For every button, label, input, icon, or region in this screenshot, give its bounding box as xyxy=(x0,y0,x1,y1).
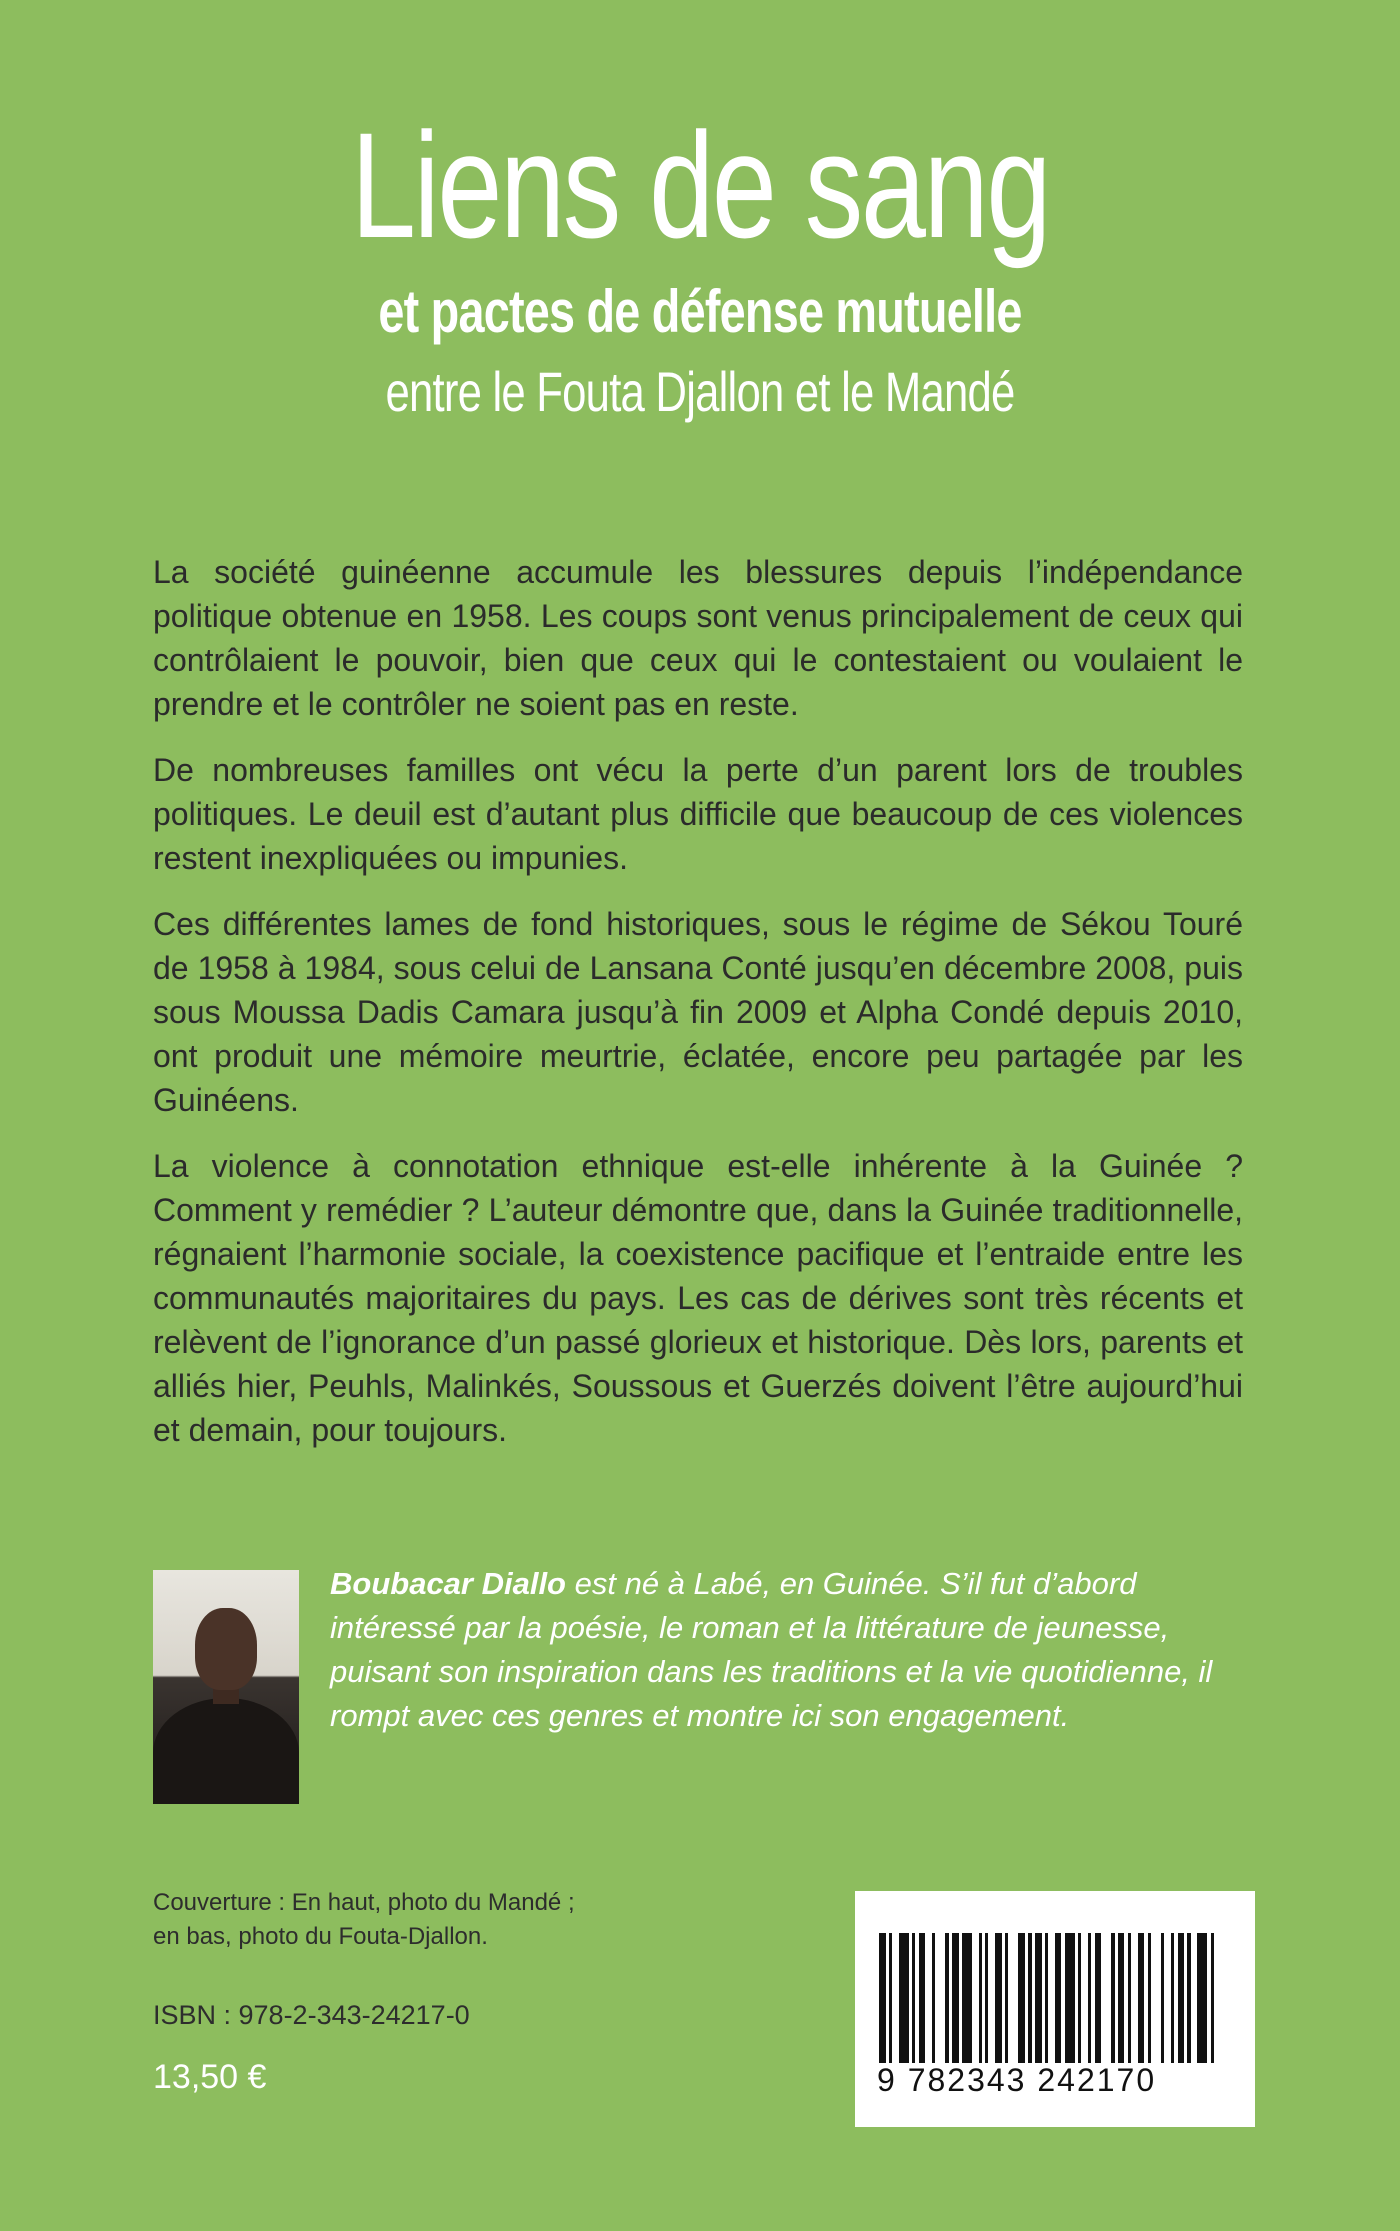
barcode-bar xyxy=(1055,1933,1062,2063)
barcode-bar xyxy=(1018,1933,1025,2063)
barcode-bar xyxy=(988,1933,995,2063)
barcode-bar xyxy=(962,1933,972,2063)
summary-paragraph-4: La violence à connotation ethnique est-elle inhérente à la Guinée ? Comment y remédier ? L’auteur démontre que, dans la Guinée traditionnelle, régnaient l’harmonie sociale, la coexistence pacifique et l’entraide entre les communautés majoritaires du pays. Les cas de dérives sont très récents et relèvent de l’ignorance d’un passé glorieux et historique. Dès lors, parents et alliés hier, Peuhls, Malinkés, Soussous et Guerzés doivent l’être aujourd’hui et demain, pour toujours. xyxy=(153,1148,1243,1448)
barcode-bar xyxy=(935,1933,945,2063)
barcode-bar xyxy=(1048,1933,1055,2063)
barcode-bar xyxy=(1008,1933,1018,2063)
isbn: ISBN : 978-2-343-24217-0 xyxy=(153,2000,470,2030)
summary-paragraph-3: Ces différentes lames de fond historiques, sous le régime de Sékou Touré de 1958 à 1984, sous celui de Lansana Conté jusqu’en décembre 2008, puis sous Moussa Dadis Camara jusqu’à fin 2009 et Alpha Condé depuis 2010, ont produit une mémoire meurtrie, éclatée, encore peu partagée par les Guinéens. xyxy=(153,906,1243,1118)
barcode-bar xyxy=(972,1933,979,2063)
author-photo xyxy=(153,1570,299,1804)
barcode xyxy=(855,1891,1255,2127)
barcode-bar xyxy=(995,1933,1002,2063)
barcode-bar xyxy=(1095,1933,1102,2063)
barcode-bar xyxy=(1118,1933,1125,2063)
book-subtitle: et pactes de défense mutuelle xyxy=(378,278,1022,345)
barcode-bar xyxy=(1101,1933,1111,2063)
author-photo-shoulders xyxy=(153,1698,299,1804)
barcode-bar xyxy=(892,1933,899,2063)
barcode-bar xyxy=(1214,1933,1221,2063)
barcode-bar xyxy=(1191,1933,1198,2063)
barcode-bar xyxy=(925,1933,932,2063)
author-name: Boubacar Diallo xyxy=(330,1566,566,1601)
barcode-bar xyxy=(1178,1933,1185,2063)
barcode-bar xyxy=(1081,1933,1088,2063)
barcode-bar xyxy=(1197,1933,1207,2063)
cover-title-block xyxy=(0,101,1400,423)
barcode-bar xyxy=(1131,1933,1138,2063)
book-subtitle-2: entre le Fouta Djallon et le Mandé xyxy=(385,360,1015,423)
summary-paragraph-2: De nombreuses familles ont vécu la perte d’un parent lors de troubles politiques. Le deuil est d’autant plus difficile que beaucoup de ces violences restent inexpliquées ou impunies. xyxy=(153,752,1243,876)
barcode-bar xyxy=(1151,1933,1161,2063)
cover-credits-line-1: Couverture : En haut, photo du Mandé ; xyxy=(153,1889,575,1916)
barcode-bar xyxy=(919,1933,926,2063)
price: 13,50 € xyxy=(153,2058,267,2096)
barcode-bar xyxy=(899,1933,909,2063)
barcode-bar xyxy=(1035,1933,1042,2063)
author-bio xyxy=(330,1562,1245,1738)
summary-paragraph-1: La société guinéenne accumule les blessures depuis l’indépendance politique obtenue en 1958. Les coups sont venus principalement de ceux qui contrôlaient le pouvoir, bien que ceux qui le contestaient ou voulaient le prendre et le contrôler ne soient pas en reste. xyxy=(153,554,1243,722)
barcode-bar xyxy=(1065,1933,1075,2063)
barcode-bar xyxy=(879,1933,886,2063)
author-photo-head xyxy=(195,1608,257,1690)
book-title: Liens de sang xyxy=(350,101,1050,269)
back-cover-summary xyxy=(153,550,1243,1474)
barcode-bar xyxy=(952,1933,959,2063)
author-bio-text: est né à Labé, en Guinée. S’il fut d’abord intéressé par la poésie, le roman et la littérature de jeunesse, puisant son inspiration dans les traditions et la vie quotidienne, il rompt avec ces genres et montre ici son engagement. xyxy=(330,1566,1213,1733)
barcode-bar xyxy=(1164,1933,1171,2063)
cover-credits xyxy=(153,1886,575,1954)
barcode-number: 9 782343 242170 xyxy=(877,2062,1157,2098)
cover-credits-line-2: en bas, photo du Fouta-Djallon. xyxy=(153,1923,488,1950)
barcode-bar xyxy=(1138,1933,1145,2063)
barcode-bars xyxy=(879,1933,1221,2063)
